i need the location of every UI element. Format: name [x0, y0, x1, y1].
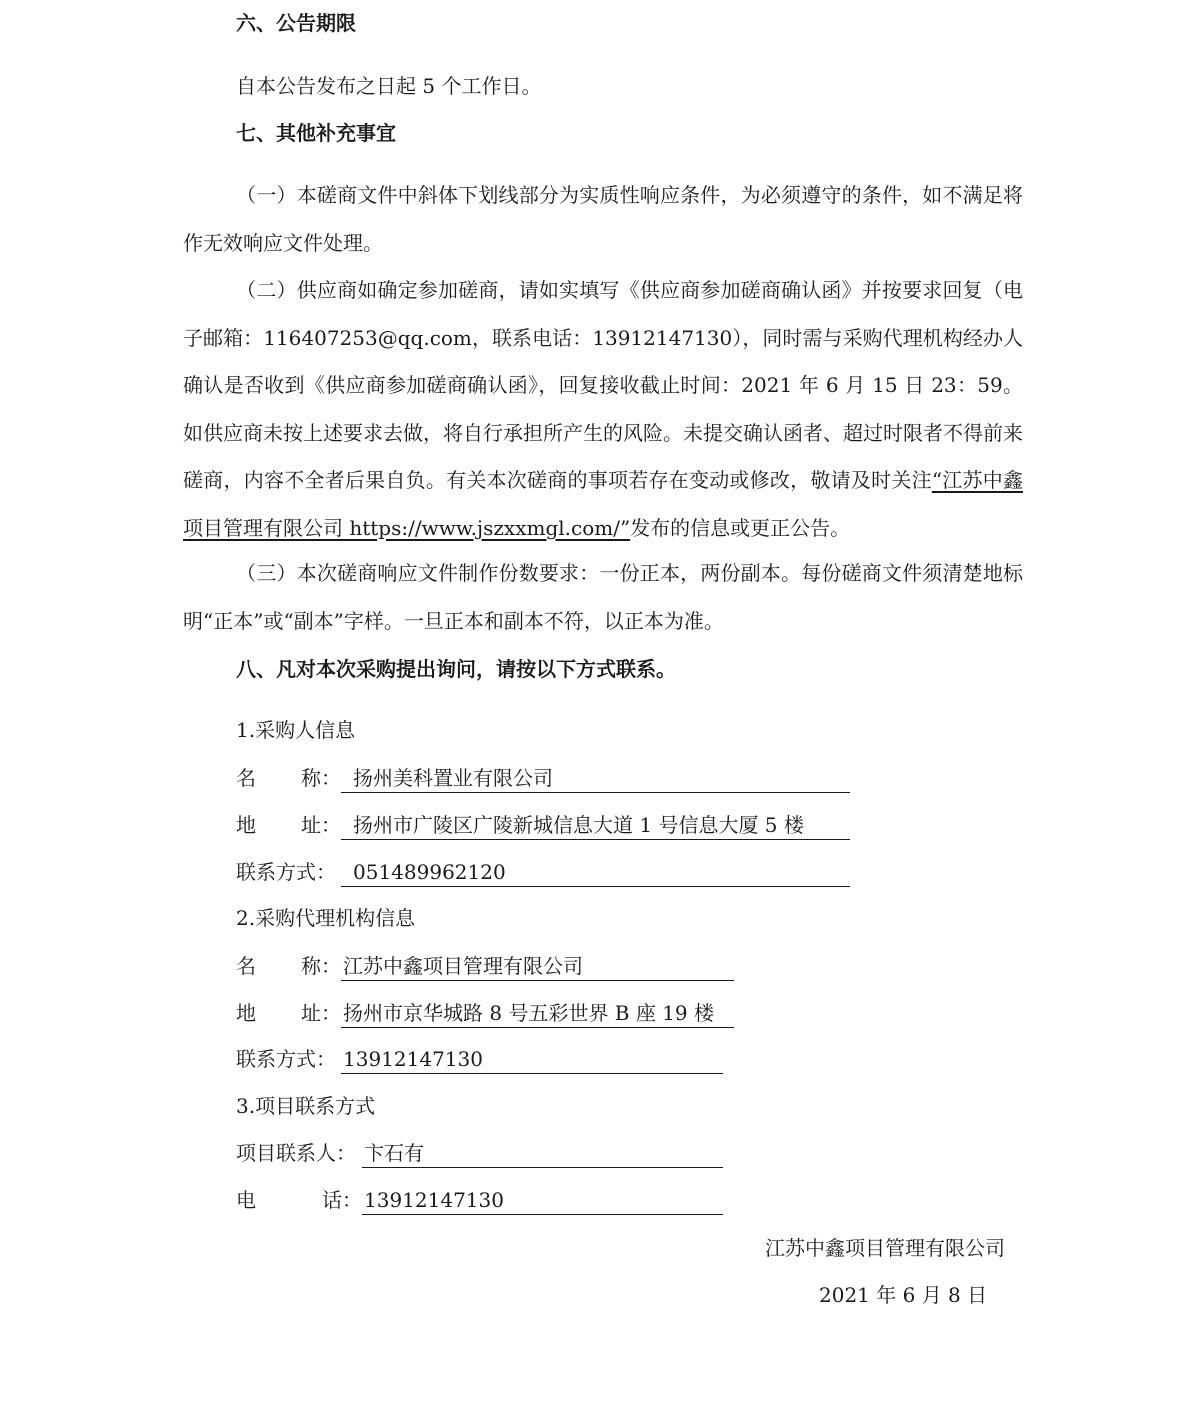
agency-contact-label: 联系方式： [236, 1047, 336, 1071]
section-7-paragraph-3 [183, 550, 1023, 645]
section-7-paragraph-1 [183, 172, 1023, 267]
agency-address-value: 扬州市京华城路 8 号五彩世界 B 座 19 楼 [341, 1000, 734, 1028]
agency-name-label: 名 称： [236, 954, 341, 978]
website-link[interactable]: “江苏中鑫项目管理有限公司 https://www.jszxxmgl.com/” [183, 468, 1023, 540]
section-8-title: 八、凡对本次采购提出询问，请按以下方式联系。 [236, 657, 676, 681]
project-phone-label: 电 话： [236, 1188, 362, 1212]
buyer-contact-label: 联系方式： [236, 860, 336, 884]
buyer-name-label: 名 称： [236, 766, 341, 790]
agency-name-value: 江苏中鑫项目管理有限公司 [341, 953, 734, 981]
project-phone-value: 13912147130 [362, 1187, 723, 1215]
agency-contact-row [236, 1046, 736, 1076]
project-person-value: 卞石有 [362, 1140, 723, 1168]
buyer-heading: 1.采购人信息 [236, 718, 356, 742]
section-7-paragraph-2 [183, 267, 1023, 552]
agency-address-row [236, 1000, 736, 1030]
buyer-name-row [236, 765, 856, 795]
buyer-contact-value: 051489962120 [341, 859, 850, 887]
agency-heading: 2.采购代理机构信息 [236, 906, 416, 930]
project-heading: 3.项目联系方式 [236, 1094, 376, 1118]
agency-name-row [236, 953, 736, 983]
project-person-row [236, 1140, 736, 1170]
section-6-title: 六、公告期限 [236, 11, 356, 35]
project-phone-row [236, 1187, 736, 1217]
buyer-name-value: 扬州美科置业有限公司 [341, 765, 850, 793]
paragraph-3-text: （三）本次磋商响应文件制作份数要求：一份正本，两份副本。每份磋商文件须清楚地标明“正本”或“副本”字样。一旦正本和副本不符，以正本为准。 [183, 561, 1023, 633]
project-person-label: 项目联系人： [236, 1141, 356, 1165]
section-6-body: 自本公告发布之日起 5 个工作日。 [236, 74, 542, 98]
signature-date: 2021 年 6 月 8 日 [819, 1283, 988, 1307]
paragraph-2-tail: 发布的信息或更正公告。 [630, 515, 851, 540]
buyer-address-value: 扬州市广陵区广陵新城信息大道 1 号信息大厦 5 楼 [341, 812, 850, 840]
buyer-address-row [236, 812, 856, 842]
buyer-address-label: 地 址： [236, 813, 341, 837]
section-7-title: 七、其他补充事宜 [236, 121, 396, 145]
paragraph-2-text: （二）供应商如确定参加磋商，请如实填写《供应商参加磋商确认函》并按要求回复（电子邮箱：116407253@qq.com，联系电话：13912147130），同时需与采购代理机构经办人确认是否收到《供应商参加磋商确认函》，回复接收截止时间：2021 年 6 月 15 日 23：59。如供应商未按上述要求去做，将自行承担所产生的风险。未提交确认函者、超过时限者不得前来磋商，内容不全者后果自负。有关本次磋商的事项若存在变动或修改，敬请及时关注 [183, 278, 1023, 492]
agency-address-label: 地 址： [236, 1001, 341, 1025]
paragraph-1-text: （一）本磋商文件中斜体下划线部分为实质性响应条件，为必须遵守的条件，如不满足将作无效响应文件处理。 [183, 183, 1023, 255]
signature-company: 江苏中鑫项目管理有限公司 [765, 1236, 1005, 1260]
buyer-contact-row [236, 859, 856, 889]
agency-contact-value: 13912147130 [341, 1046, 723, 1074]
